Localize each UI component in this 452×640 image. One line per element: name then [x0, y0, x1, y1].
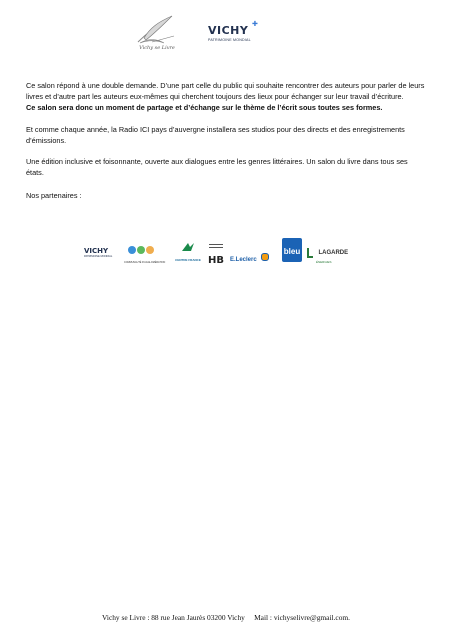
partner-agglo-logo [124, 243, 166, 264]
paragraph-intro: Ce salon répond à une double demande. D’une part celle du public qui souhaite rencontrer des auteurs pour parler de leurs livres et d’autre part les auteurs eux-mêmes qui cherchent toujours des lieux pour échanger sur leur travail d’écriture. [26, 81, 425, 101]
partner-bleu-text: bleu [283, 247, 301, 256]
partner-credit-agricole-text: CENTRE FRANCE [175, 258, 201, 262]
partner-credit-agricole-logo [172, 240, 204, 262]
lagarde-mark-icon [306, 247, 314, 259]
vichy-logo-word: VICHY [208, 24, 249, 37]
partner-hb-logo [208, 238, 224, 266]
partners-logos [84, 238, 384, 272]
document-body [26, 80, 426, 201]
agglo-circles-icon [124, 244, 166, 256]
partner-leclerc-logo [230, 248, 269, 266]
paragraph-edition: Une édition inclusive et foisonnante, ouverte aux dialogues entre les genres littéraires. Un salon du livre dans tous ses états. [26, 157, 408, 177]
partner-leclerc-text: E.Leclerc [230, 257, 257, 263]
partner-bleu-logo [282, 238, 302, 262]
leclerc-circle-icon [261, 253, 269, 261]
partner-agglo-text: COMMUNAUTÉ D'AGGLOMÉRATION [124, 261, 166, 264]
footer-mail: Mail : vichyselivre@gmail.com. [254, 613, 350, 622]
credit-agricole-icon [180, 241, 196, 253]
vichy-logo-sub: PATRIMOINE MONDIAL [208, 38, 251, 42]
partner-lagarde-text: LAGARDE [318, 249, 349, 256]
partner-vichy-word: VICHY [84, 247, 109, 255]
partner-lagarde-sub: ÉNERGIES [316, 260, 332, 264]
book-feather-icon [134, 14, 180, 46]
partners-label: Nos partenaires : [26, 191, 82, 200]
partner-vichy-logo [84, 247, 112, 258]
footer [0, 613, 452, 622]
partner-lagarde-logo [306, 244, 348, 264]
vichy-mark-icon: ✚ [252, 21, 258, 28]
vichy-se-livre-logo [126, 14, 188, 56]
hb-bars-icon [209, 243, 223, 251]
partner-vichy-sub: PATRIMOINE MONDIAL [84, 255, 113, 258]
paragraph-radio: Et comme chaque année, la Radio ICI pays d’auvergne installera ses studios pour des directs et des enregistrements d’émissions. [26, 125, 405, 145]
header-logos [0, 14, 452, 56]
partner-hb-text: HB [208, 255, 224, 266]
footer-address: Vichy se Livre : 88 rue Jean Jaurès 03200 Vichy [102, 613, 245, 622]
paragraph-highlight: Ce salon sera donc un moment de partage et d’échange sur le thème de l’écrit sous toutes ses formes. [26, 103, 383, 112]
book-logo-text: Vichy se Livre [139, 45, 175, 51]
vichy-logo [208, 21, 258, 42]
